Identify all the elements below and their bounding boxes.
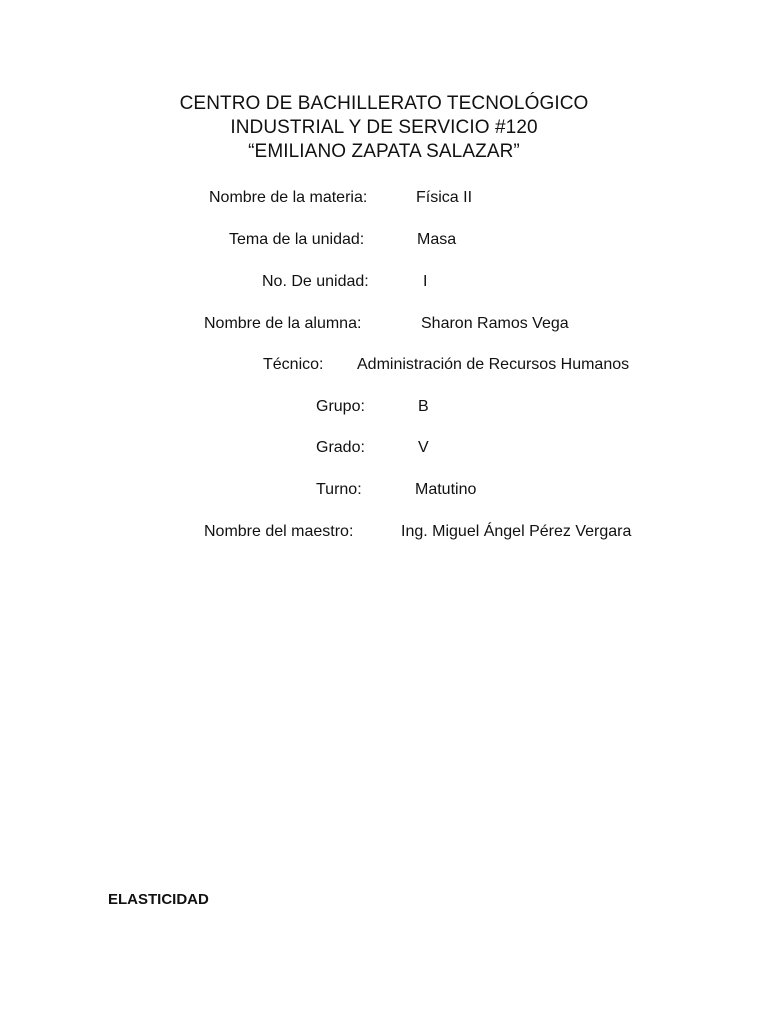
- tecnico-label: Técnico:: [263, 356, 324, 373]
- grado-label: Grado:: [316, 439, 365, 456]
- grupo-label: Grupo:: [316, 398, 365, 415]
- alumna-value: Sharon Ramos Vega: [421, 315, 569, 332]
- school-header: [0, 92, 768, 164]
- materia-label: Nombre de la materia:: [209, 189, 368, 206]
- header-line-1: CENTRO DE BACHILLERATO TECNOLÓGICO: [179, 93, 589, 114]
- grupo-value: B: [418, 398, 429, 415]
- tema-value: Masa: [417, 231, 457, 248]
- alumna-label: Nombre de la alumna:: [204, 315, 362, 332]
- section-title: ELASTICIDAD: [108, 891, 209, 908]
- maestro-label: Nombre del maestro:: [204, 523, 354, 540]
- turno-value: Matutino: [415, 481, 477, 498]
- tema-label: Tema de la unidad:: [229, 231, 365, 248]
- tecnico-value: Administración de Recursos Humanos: [357, 356, 630, 373]
- header-line-2: INDUSTRIAL Y DE SERVICIO #120: [230, 117, 538, 138]
- grado-value: V: [418, 439, 429, 456]
- header-line-3: “EMILIANO ZAPATA SALAZAR”: [248, 141, 520, 162]
- unidad-label: No. De unidad:: [262, 273, 369, 290]
- turno-label: Turno:: [316, 481, 362, 498]
- unidad-value: I: [423, 273, 428, 290]
- maestro-value: Ing. Miguel Ángel Pérez Vergara: [401, 523, 632, 540]
- materia-value: Física II: [416, 189, 473, 206]
